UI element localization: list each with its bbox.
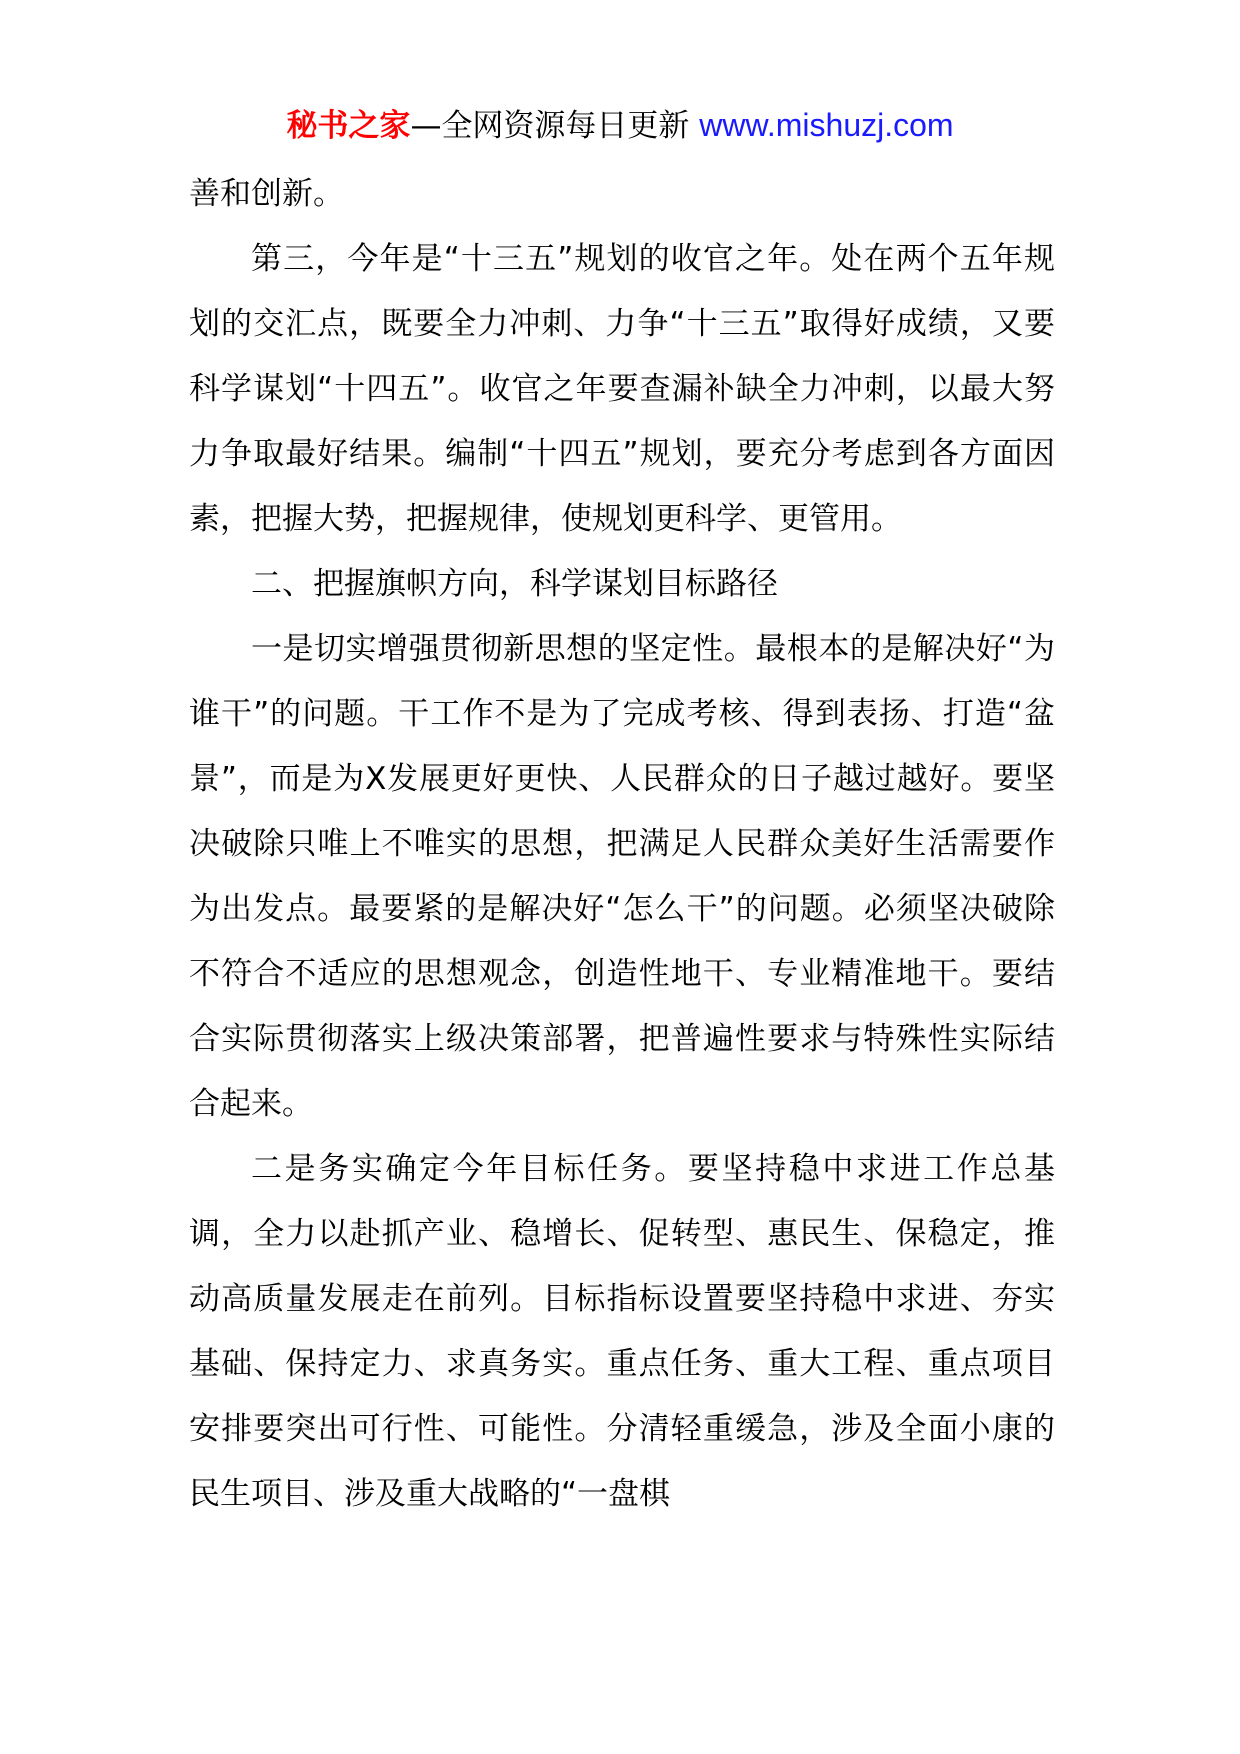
page-header [0, 100, 1240, 151]
header-tagline: —全网资源每日更新 [410, 108, 700, 144]
header-brand: 秘书之家 [286, 108, 411, 144]
document-body [189, 162, 1055, 1527]
paragraph: 第三，今年是“十三五”规划的收官之年。处在两个五年规划的交汇点，既要全力冲刺、力争“十三五”取得好成绩，又要科学谋划“十四五”。收官之年要查漏补缺全力冲刺，以最大努力争取最好结果。编制“十四五”规划，要充分考虑到各方面因素，把握大势，把握规律，使规划更科学、更管用。 [189, 241, 1055, 537]
paragraph-continuation: 善和创新。 [189, 176, 344, 212]
paragraph: 二是务实确定今年目标任务。要坚持稳中求进工作总基调，全力以赴抓产业、稳增长、促转型、惠民生、保稳定，推动高质量发展走在前列。目标指标设置要坚持稳中求进、夯实基础、保持定力、求真务实。重点任务、重大工程、重点项目安排要突出可行性、可能性。分清轻重缓急，涉及全面小康的民生项目、涉及重大战略的“一盘棋 [189, 1151, 1055, 1512]
header-url-link[interactable]: www.mishuzj.com [699, 107, 954, 143]
section-heading: 二、把握旗帜方向，科学谋划目标路径 [251, 566, 778, 602]
paragraph: 一是切实增强贯彻新思想的坚定性。最根本的是解决好“为谁干”的问题。干工作不是为了完成考核、得到表扬、打造“盆景”，而是为X发展更好更快、人民群众的日子越过越好。要坚决破除只唯上不唯实的思想，把满足人民群众美好生活需要作为出发点。最要紧的是解决好“怎么干”的问题。必须坚决破除不符合不适应的思想观念，创造性地干、专业精准地干。要结合实际贯彻落实上级决策部署，把普遍性要求与特殊性实际结合起来。 [189, 631, 1055, 1122]
